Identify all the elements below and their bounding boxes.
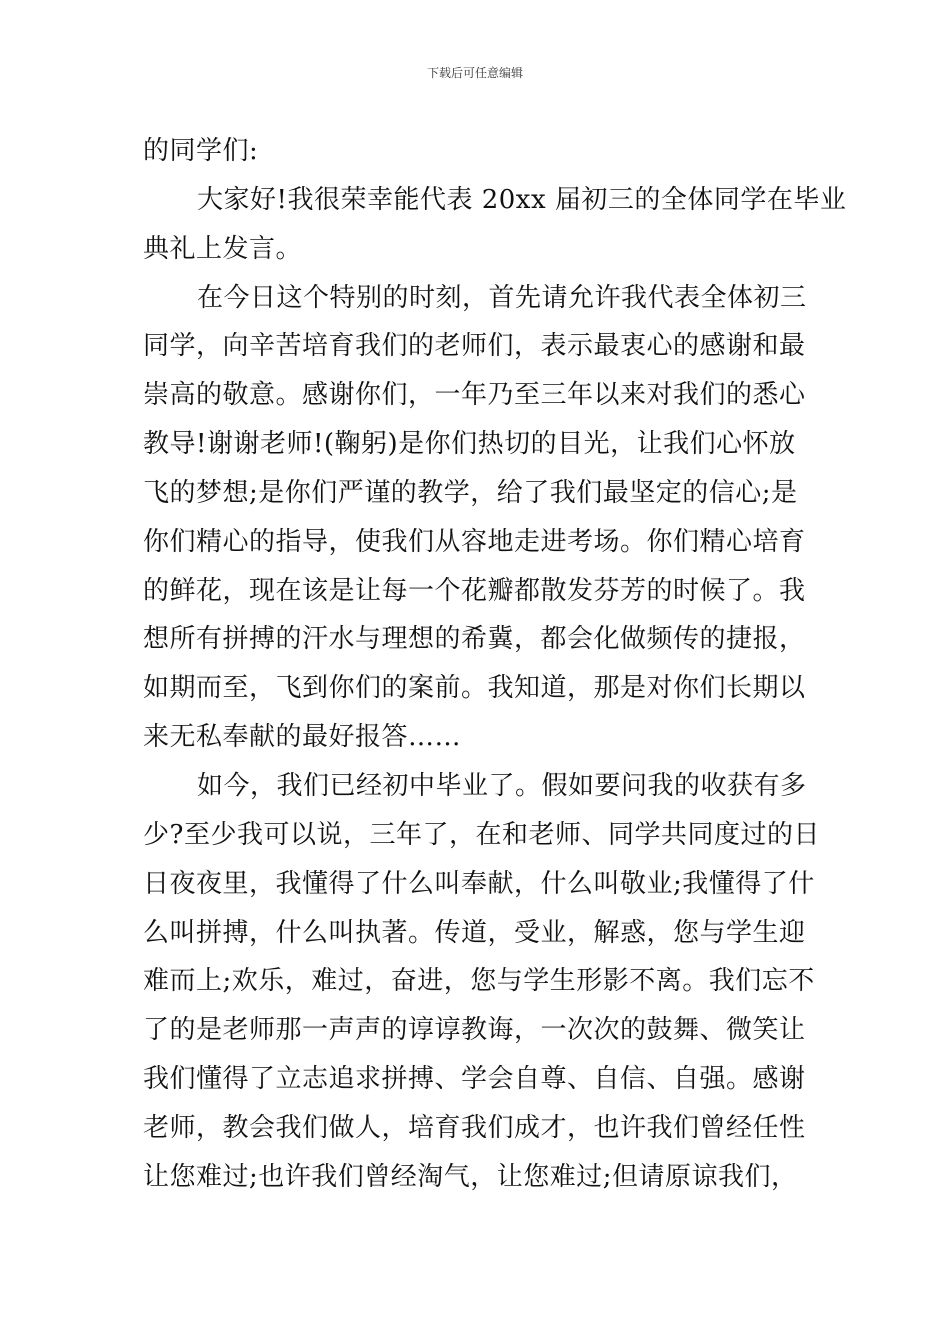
text-line: 么叫拼搏，什么叫执著。传道，受业，解惑，您与学生迎 xyxy=(143,917,806,948)
text-line: 在今日这个特别的时刻，首先请允许我代表全体初三 xyxy=(197,282,807,313)
text-line: 难而上;欢乐，难过，奋进，您与学生形影不离。我们忘不 xyxy=(143,966,815,997)
text-line: 的同学们: xyxy=(143,136,259,166)
text-line: 老师，教会我们做人，培育我们成才，也许我们曾经任性 xyxy=(143,1112,806,1143)
text-line: 飞的梦想;是你们严谨的教学，给了我们最坚定的信心;是 xyxy=(143,477,798,508)
text-line: 如今，我们已经初中毕业了。假如要问我的收获有多 xyxy=(197,770,807,801)
text-line: 少?至少我可以说，三年了，在和老师、同学共同度过的日 xyxy=(143,819,820,850)
text-line: 我们懂得了立志追求拼搏、学会自尊、自信、自强。感谢 xyxy=(143,1064,806,1095)
text-line: 来无私奉献的最好报答…… xyxy=(143,722,462,753)
document-body xyxy=(143,127,847,1202)
text-line: 典礼上发言。 xyxy=(143,233,303,264)
text-line: 让您难过;也许我们曾经淘气，让您难过;但请原谅我们， xyxy=(143,1161,798,1192)
text-line: 了的是老师那一声声的谆谆教诲，一次次的鼓舞、微笑让 xyxy=(143,1015,806,1046)
text-line: 日夜夜里，我懂得了什么叫奉献，什么叫敬业;我懂得了什 xyxy=(143,868,815,899)
text-line: 同学，向辛苦培育我们的老师们，表示最衷心的感谢和最 xyxy=(143,331,806,362)
text-line: 想所有拼搏的汗水与理想的希冀，都会化做频传的捷报， xyxy=(143,624,806,655)
text-line: 崇高的敬意。感谢你们，一年乃至三年以来对我们的悉心 xyxy=(143,380,806,411)
text-line: 的鲜花，现在该是让每一个花瓣都散发芬芳的时候了。我 xyxy=(143,575,806,606)
text-line: 你们精心的指导，使我们从容地走进考场。你们精心培育 xyxy=(143,526,806,557)
page-header-note: 下载后可任意编辑 xyxy=(426,66,523,80)
text-line: 如期而至，飞到你们的案前。我知道，那是对你们长期以 xyxy=(143,673,806,704)
text-line: 大家好!我很荣幸能代表 20xx 届初三的全体同学在毕业 xyxy=(197,184,847,215)
text-line: 教导!谢谢老师!(鞠躬)是你们热切的目光，让我们心怀放 xyxy=(143,429,796,460)
